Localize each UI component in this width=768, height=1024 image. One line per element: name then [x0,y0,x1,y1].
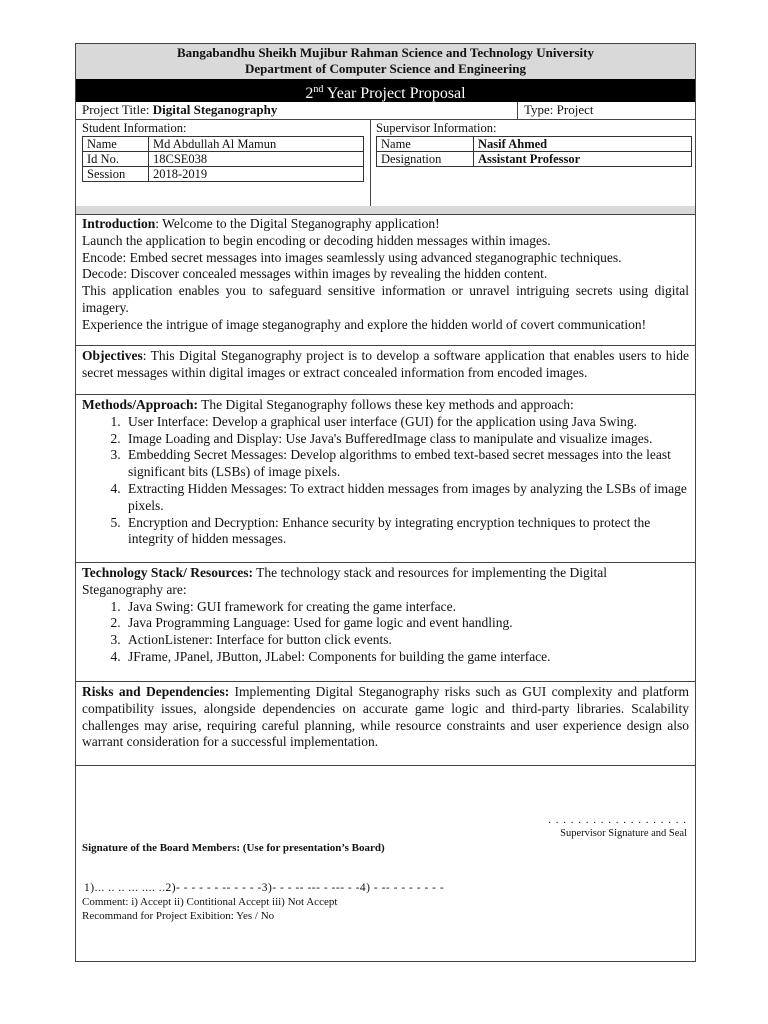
list-item: 2. Java Programming Language: Used for game logic and event handling. [124,615,689,632]
table-row [377,137,692,152]
methods-heading: Methods/Approach: [82,397,199,412]
project-title-label: Project Title: [82,102,153,117]
student-value: 2018-2019 [149,167,364,182]
proposal-title-bar [76,79,695,102]
student-key: Id No. [83,152,149,167]
info-block [76,119,695,207]
risks-text: Implementing Digital Steganography risks such as GUI complexity and platform compatibility issues, alongside dependencies on accurate game logic and third-party libraries. Scalability challenges may arise, requiring careful planning, while resource constraints and user experience design also warrant consideration for a successful implementation. [82,684,689,750]
introduction-line: This application enables you to safeguard sensitive information or unravel intriguing secrets using digital imagery. [82,283,689,315]
student-info-table [82,136,364,182]
risks-section [76,682,695,766]
methods-list [82,414,689,548]
supervisor-key: Name [377,137,474,152]
proposal-form [75,43,696,962]
info-divider [370,119,371,206]
board-signature-label: Signature of the Board Members: (Use for presentation’s Board) [82,842,385,854]
methods-section [76,395,695,563]
comment-options: Comment: i) Accept ii) Contitional Accept iii) Not Accept [82,896,338,908]
list-item: 1. User Interface: Develop a graphical user interface (GUI) for the application using Java Swing. [124,414,689,431]
university-name: Bangabandhu Sheikh Mujibur Rahman Science and Technology University [177,45,594,60]
list-item: 4. Extracting Hidden Messages: To extract hidden messages from images by analyzing the LSBs of image pixels. [124,481,689,515]
introduction-line: Experience the intrigue of image steganography and explore the hidden world of covert communication! [82,316,647,332]
student-value: Md Abdullah Al Mamun [149,137,364,152]
risks-heading: Risks and Dependencies: [82,684,230,699]
table-row [83,152,364,167]
technology-list [82,599,689,666]
supervisor-info-table [376,136,692,167]
signature-area [76,766,695,962]
introduction-line: Launch the application to begin encoding or decoding hidden messages within images. [82,232,551,248]
introduction-line: Encode: Embed secret messages into images seamlessly using advanced steganographic techniques. [82,249,622,265]
proposal-year: 2 [305,85,314,102]
project-title [82,102,277,118]
list-item: 3. Embedding Secret Messages: Develop algorithms to embed text-based secret messages into the least significant bits (LSBs) of image pixels. [124,447,689,481]
objectives-text: : This Digital Steganography project is to develop a software application that enables users to hide secret messages within digital images or extract concealed information from encoded images. [82,348,689,380]
supervisor-value: Nasif Ahmed [474,137,692,152]
table-row [83,167,364,182]
student-key: Session [83,167,149,182]
technology-lead: The technology stack and resources for implementing the Digital Steganography are: [82,565,608,597]
list-item: 4. JFrame, JPanel, JButton, JLabel: Components for building the game interface. [124,649,689,666]
proposal-ordinal: nd [313,84,324,95]
board-signature-line: 1)... .. .. ... .... ..2)- - - - - - -- - - - -3)- - - -- --- - --- - -4) - -- - - - - - - - [84,882,445,894]
student-info-label: Student Information: [82,121,187,135]
supervisor-info-label: Supervisor Information: [376,121,497,135]
objectives-heading: Objectives [82,348,143,363]
proposal-title: Year Project Proposal [323,85,466,102]
introduction-heading: Introduction [82,216,156,231]
introduction-lead: : Welcome to the Digital Steganography application! [155,216,440,231]
supervisor-signature-line: . . . . . . . . . . . . . . . . . . . [548,814,687,826]
supervisor-value: Assistant Professor [474,152,692,167]
project-title-row [76,102,695,120]
supervisor-signature-label: Supervisor Signature and Seal [560,828,687,839]
introduction-section [76,214,695,346]
table-row [83,137,364,152]
project-type: Type: Project [517,102,594,119]
introduction-line: Decode: Discover concealed messages within images by revealing the hidden content. [82,266,548,282]
technology-heading: Technology Stack/ Resources: [82,565,254,580]
university-header [76,44,695,80]
supervisor-key: Designation [377,152,474,167]
methods-lead: The Digital Steganography follows these key methods and approach: [198,397,574,412]
list-item: 2. Image Loading and Display: Use Java's BufferedImage class to manipulate and visualize images. [124,431,689,448]
student-key: Name [83,137,149,152]
list-item: 3. ActionListener: Interface for button click events. [124,632,689,649]
list-item: 1. Java Swing: GUI framework for creating the game interface. [124,599,689,616]
exhibition-recommendation: Recommand for Project Exibition: Yes / No [82,910,275,922]
table-row [377,152,692,167]
list-item: 5. Encryption and Decryption: Enhance security by integrating encryption techniques to protect the integrity of hidden messages. [124,515,689,549]
project-title-value: Digital Steganography [152,102,278,117]
department-name: Department of Computer Science and Engineering [244,61,527,76]
objectives-section [76,346,695,395]
student-value: 18CSE038 [149,152,364,167]
technology-section [76,563,695,682]
